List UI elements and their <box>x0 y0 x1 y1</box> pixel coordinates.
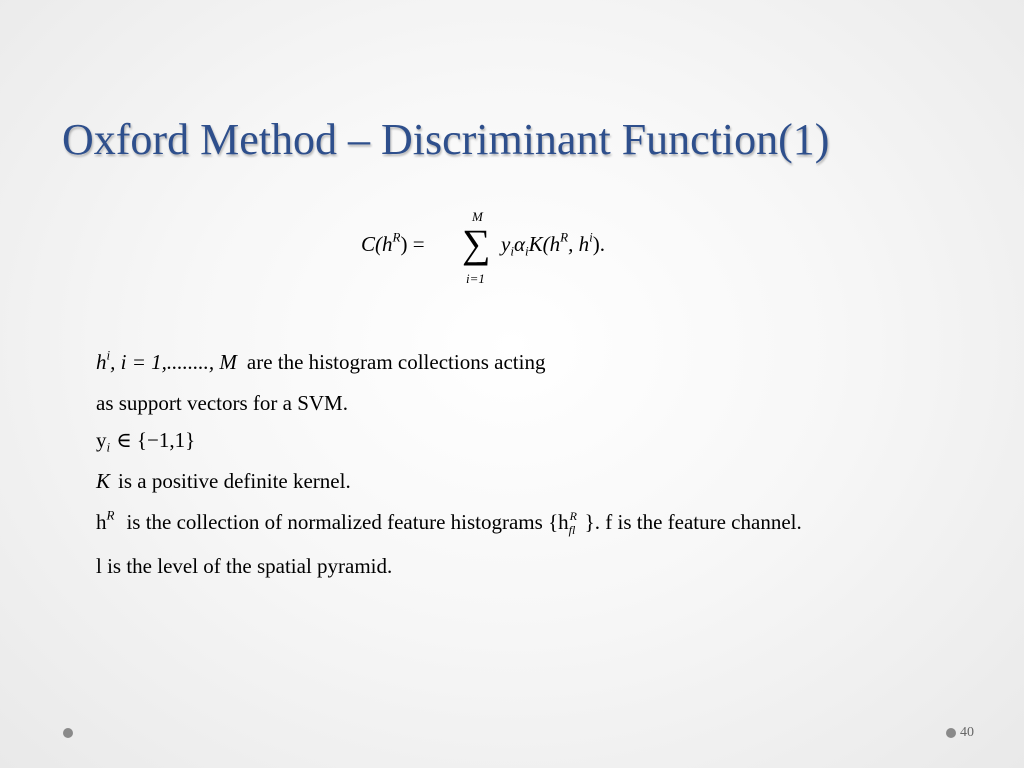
definition-line-2: as support vectors for a SVM. <box>96 391 348 415</box>
rhs-y-sub: i <box>510 243 514 259</box>
page-number: 40 <box>960 725 974 740</box>
sum-upper-limit: M <box>472 209 483 224</box>
definition-line-5 <box>96 509 802 535</box>
rhs-sup2: i <box>589 229 593 245</box>
rhs-alpha: α <box>513 232 525 256</box>
formula-rhs <box>501 229 605 259</box>
slide-title: Oxford Method – Discriminant Function(1) <box>62 115 830 164</box>
line1-math-sup: i <box>106 347 111 363</box>
formula-lhs <box>361 229 425 257</box>
formula-lhs-end: ) = <box>400 232 425 256</box>
sum-lower-text: i=1 <box>466 271 485 286</box>
rhs-y: y <box>501 232 511 256</box>
rhs-open: (h <box>542 232 561 256</box>
rhs-sup1: R <box>560 229 569 245</box>
line3-y: y <box>96 428 107 452</box>
line1-math-rest: , i = 1,........, M <box>110 350 237 374</box>
line5-text: is the collection of normalized feature histograms {h <box>126 510 569 534</box>
definition-line-4 <box>96 468 351 494</box>
discriminant-formula <box>0 0 1024 300</box>
formula-lhs-text: C(h <box>361 232 393 256</box>
line5-end: }. f is the feature channel. <box>584 510 802 534</box>
line1-text: are the histogram collections acting <box>246 350 546 374</box>
footer-dot-left-icon <box>63 728 73 738</box>
line4-k: K <box>96 469 111 493</box>
line5-h: h <box>96 510 107 534</box>
rhs-k: K <box>528 232 543 256</box>
line5-sub2: fl <box>568 523 576 537</box>
line5-sup: R <box>106 507 115 523</box>
sum-lower-limit <box>466 271 485 287</box>
definition-line-6: l is the level of the spatial pyramid. <box>96 554 393 578</box>
line5-subsup <box>569 509 585 535</box>
definition-line-1 <box>96 349 545 375</box>
definition-line-3 <box>96 427 195 453</box>
footer-dot-right-icon <box>946 728 956 738</box>
summation-icon: ∑ <box>462 221 491 266</box>
line3-rest: ∈ {−1,1} <box>116 428 196 452</box>
rhs-mid: , h <box>568 232 590 256</box>
line1-math-h: h <box>96 350 107 374</box>
rhs-end: ). <box>592 232 605 256</box>
rhs-alpha-sub: i <box>524 243 529 259</box>
line5-sup2: R <box>569 509 577 523</box>
line4-text: is a positive definite kernel. <box>118 469 351 493</box>
line3-sub: i <box>106 439 111 455</box>
formula-lhs-sup: R <box>392 229 401 245</box>
